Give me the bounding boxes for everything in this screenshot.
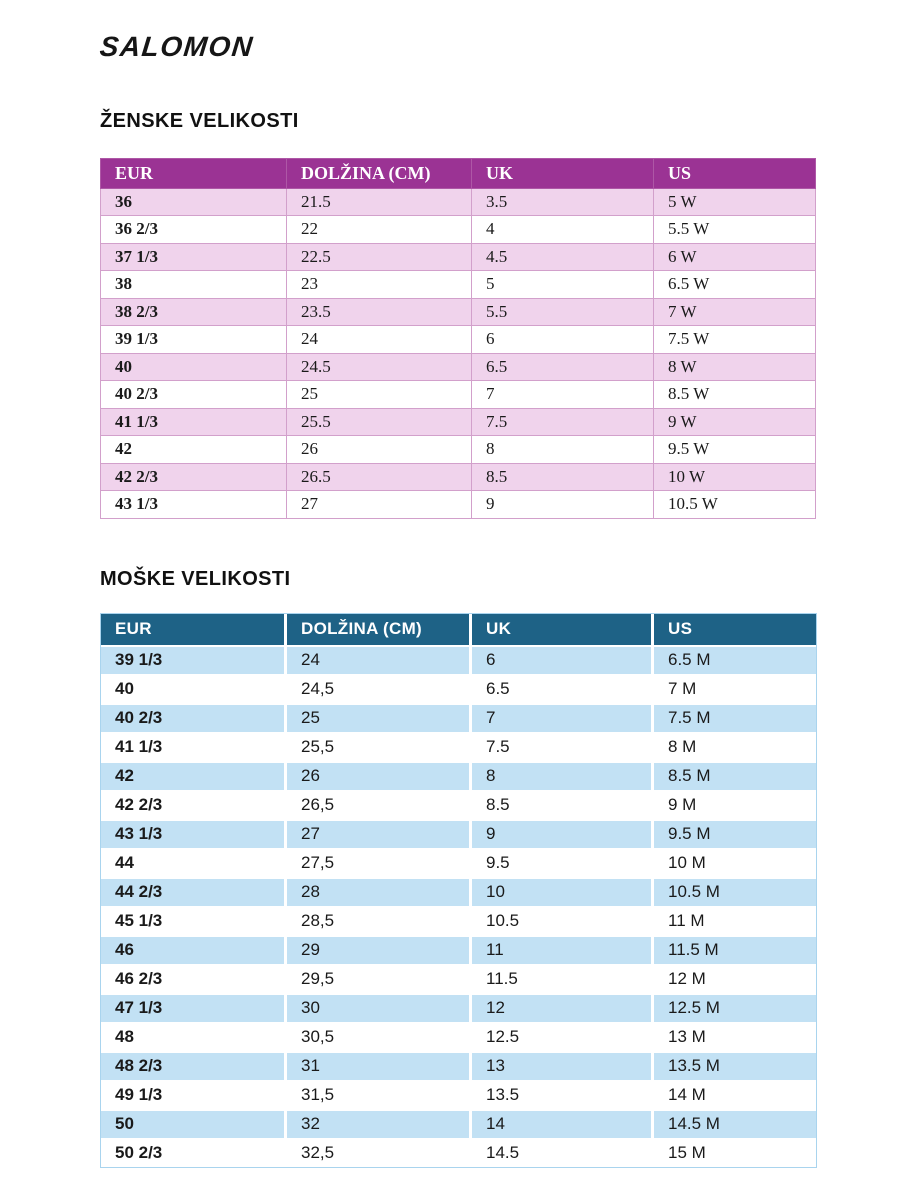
size-value-cell: 7.5 <box>472 408 654 436</box>
size-value-cell: 12 <box>472 995 654 1024</box>
size-value-cell: 9 <box>472 821 654 850</box>
table-row <box>101 491 816 519</box>
size-value-cell: 7.5 W <box>654 326 816 354</box>
table-row <box>101 850 816 879</box>
size-value-cell: 8 M <box>654 734 816 763</box>
eur-size-cell: 40 <box>101 353 287 381</box>
eur-size-cell: 45 1/3 <box>101 908 287 937</box>
size-value-cell: 26.5 <box>287 463 472 491</box>
size-value-cell: 15 M <box>654 1140 816 1167</box>
table-row <box>101 792 816 821</box>
eur-size-cell: 41 1/3 <box>101 408 287 436</box>
eur-size-cell: 36 2/3 <box>101 216 287 244</box>
men-sizes-section <box>0 566 900 1168</box>
column-header: UK <box>472 158 654 188</box>
size-value-cell: 5.5 <box>472 298 654 326</box>
table-row <box>101 463 816 491</box>
size-value-cell: 9.5 W <box>654 436 816 464</box>
size-value-cell: 13.5 M <box>654 1053 816 1082</box>
eur-size-cell: 48 <box>101 1024 287 1053</box>
table-row <box>101 1053 816 1082</box>
size-value-cell: 32 <box>287 1111 472 1140</box>
men-size-table <box>100 613 817 1168</box>
size-value-cell: 11.5 M <box>654 937 816 966</box>
size-value-cell: 24.5 <box>287 353 472 381</box>
table-row <box>101 216 816 244</box>
eur-size-cell: 46 2/3 <box>101 966 287 995</box>
eur-size-cell: 43 1/3 <box>101 821 287 850</box>
table-row <box>101 966 816 995</box>
table-row <box>101 676 816 705</box>
eur-size-cell: 40 <box>101 676 287 705</box>
size-value-cell: 9 M <box>654 792 816 821</box>
column-header: DOLŽINA (CM) <box>287 614 472 647</box>
size-value-cell: 6.5 <box>472 353 654 381</box>
size-value-cell: 30 <box>287 995 472 1024</box>
eur-size-cell: 43 1/3 <box>101 491 287 519</box>
size-value-cell: 14.5 M <box>654 1111 816 1140</box>
eur-size-cell: 37 1/3 <box>101 243 287 271</box>
size-value-cell: 3.5 <box>472 188 654 216</box>
size-value-cell: 31 <box>287 1053 472 1082</box>
size-value-cell: 24 <box>287 326 472 354</box>
salomon-logo: SALOMON <box>98 31 256 62</box>
table-row <box>101 647 816 676</box>
size-value-cell: 5 <box>472 271 654 299</box>
eur-size-cell: 46 <box>101 937 287 966</box>
eur-size-cell: 39 1/3 <box>101 326 287 354</box>
table-row <box>101 705 816 734</box>
size-value-cell: 14 M <box>654 1082 816 1111</box>
size-value-cell: 26,5 <box>287 792 472 821</box>
size-value-cell: 12.5 M <box>654 995 816 1024</box>
size-value-cell: 10.5 M <box>654 879 816 908</box>
table-row <box>101 271 816 299</box>
eur-size-cell: 47 1/3 <box>101 995 287 1024</box>
column-header: EUR <box>101 158 287 188</box>
size-value-cell: 6 <box>472 647 654 676</box>
column-header: DOLŽINA (CM) <box>287 158 472 188</box>
eur-size-cell: 49 1/3 <box>101 1082 287 1111</box>
size-value-cell: 29 <box>287 937 472 966</box>
size-value-cell: 25,5 <box>287 734 472 763</box>
size-value-cell: 6.5 M <box>654 647 816 676</box>
size-value-cell: 30,5 <box>287 1024 472 1053</box>
size-value-cell: 14.5 <box>472 1140 654 1167</box>
size-value-cell: 10 W <box>654 463 816 491</box>
size-value-cell: 26 <box>287 763 472 792</box>
size-value-cell: 6.5 <box>472 676 654 705</box>
size-value-cell: 13 M <box>654 1024 816 1053</box>
women-section-heading: ŽENSKE VELIKOSTI <box>100 109 299 132</box>
size-value-cell: 23 <box>287 271 472 299</box>
table-row <box>101 1111 816 1140</box>
size-value-cell: 7.5 M <box>654 705 816 734</box>
table-row <box>101 381 816 409</box>
size-value-cell: 10 <box>472 879 654 908</box>
size-value-cell: 28 <box>287 879 472 908</box>
size-value-cell: 14 <box>472 1111 654 1140</box>
size-value-cell: 6 W <box>654 243 816 271</box>
size-value-cell: 29,5 <box>287 966 472 995</box>
size-value-cell: 13.5 <box>472 1082 654 1111</box>
size-value-cell: 27 <box>287 821 472 850</box>
size-value-cell: 9 W <box>654 408 816 436</box>
size-value-cell: 24 <box>287 647 472 676</box>
men-section-heading: MOŠKE VELIKOSTI <box>100 567 291 590</box>
table-row <box>101 243 816 271</box>
size-value-cell: 21.5 <box>287 188 472 216</box>
size-value-cell: 13 <box>472 1053 654 1082</box>
size-value-cell: 28,5 <box>287 908 472 937</box>
table-row <box>101 821 816 850</box>
size-value-cell: 8 <box>472 436 654 464</box>
size-value-cell: 11.5 <box>472 966 654 995</box>
table-row <box>101 995 816 1024</box>
size-value-cell: 8 <box>472 763 654 792</box>
eur-size-cell: 36 <box>101 188 287 216</box>
size-value-cell: 27 <box>287 491 472 519</box>
column-header: US <box>654 158 816 188</box>
size-value-cell: 5 W <box>654 188 816 216</box>
eur-size-cell: 42 <box>101 763 287 792</box>
size-value-cell: 7 <box>472 705 654 734</box>
size-value-cell: 7 M <box>654 676 816 705</box>
size-value-cell: 7 W <box>654 298 816 326</box>
table-row <box>101 1024 816 1053</box>
eur-size-cell: 38 2/3 <box>101 298 287 326</box>
size-value-cell: 9 <box>472 491 654 519</box>
women-size-table <box>100 158 816 519</box>
table-row <box>101 763 816 792</box>
size-value-cell: 8.5 <box>472 792 654 821</box>
eur-size-cell: 42 2/3 <box>101 792 287 821</box>
size-value-cell: 10 M <box>654 850 816 879</box>
eur-size-cell: 41 1/3 <box>101 734 287 763</box>
table-row <box>101 353 816 381</box>
table-row <box>101 908 816 937</box>
table-row <box>101 879 816 908</box>
women-header-row <box>101 158 816 188</box>
size-value-cell: 22.5 <box>287 243 472 271</box>
column-header: US <box>654 614 816 647</box>
size-value-cell: 27,5 <box>287 850 472 879</box>
size-value-cell: 6 <box>472 326 654 354</box>
eur-size-cell: 38 <box>101 271 287 299</box>
eur-size-cell: 44 <box>101 850 287 879</box>
size-value-cell: 23.5 <box>287 298 472 326</box>
eur-size-cell: 50 2/3 <box>101 1140 287 1167</box>
table-row <box>101 408 816 436</box>
table-row <box>101 734 816 763</box>
size-value-cell: 26 <box>287 436 472 464</box>
size-value-cell: 31,5 <box>287 1082 472 1111</box>
size-value-cell: 4 <box>472 216 654 244</box>
size-value-cell: 9.5 <box>472 850 654 879</box>
eur-size-cell: 42 <box>101 436 287 464</box>
eur-size-cell: 42 2/3 <box>101 463 287 491</box>
size-value-cell: 8.5 <box>472 463 654 491</box>
eur-size-cell: 44 2/3 <box>101 879 287 908</box>
size-value-cell: 25 <box>287 705 472 734</box>
eur-size-cell: 50 <box>101 1111 287 1140</box>
column-header: UK <box>472 614 654 647</box>
table-row <box>101 326 816 354</box>
table-row <box>101 1082 816 1111</box>
size-value-cell: 9.5 M <box>654 821 816 850</box>
size-value-cell: 5.5 W <box>654 216 816 244</box>
size-value-cell: 8.5 M <box>654 763 816 792</box>
eur-size-cell: 40 2/3 <box>101 705 287 734</box>
men-header-row <box>101 614 816 647</box>
eur-size-cell: 48 2/3 <box>101 1053 287 1082</box>
size-value-cell: 7.5 <box>472 734 654 763</box>
size-value-cell: 25.5 <box>287 408 472 436</box>
size-value-cell: 7 <box>472 381 654 409</box>
table-row <box>101 436 816 464</box>
size-value-cell: 12.5 <box>472 1024 654 1053</box>
table-row <box>101 937 816 966</box>
size-value-cell: 10.5 W <box>654 491 816 519</box>
size-value-cell: 11 M <box>654 908 816 937</box>
size-value-cell: 22 <box>287 216 472 244</box>
size-value-cell: 6.5 W <box>654 271 816 299</box>
table-row <box>101 298 816 326</box>
size-value-cell: 32,5 <box>287 1140 472 1167</box>
eur-size-cell: 39 1/3 <box>101 647 287 676</box>
size-value-cell: 12 M <box>654 966 816 995</box>
size-value-cell: 24,5 <box>287 676 472 705</box>
size-value-cell: 4.5 <box>472 243 654 271</box>
size-value-cell: 25 <box>287 381 472 409</box>
table-row <box>101 188 816 216</box>
size-value-cell: 8 W <box>654 353 816 381</box>
eur-size-cell: 40 2/3 <box>101 381 287 409</box>
size-value-cell: 10.5 <box>472 908 654 937</box>
table-row <box>101 1140 816 1167</box>
size-value-cell: 11 <box>472 937 654 966</box>
column-header: EUR <box>101 614 287 647</box>
women-sizes-section <box>0 108 900 519</box>
size-value-cell: 8.5 W <box>654 381 816 409</box>
